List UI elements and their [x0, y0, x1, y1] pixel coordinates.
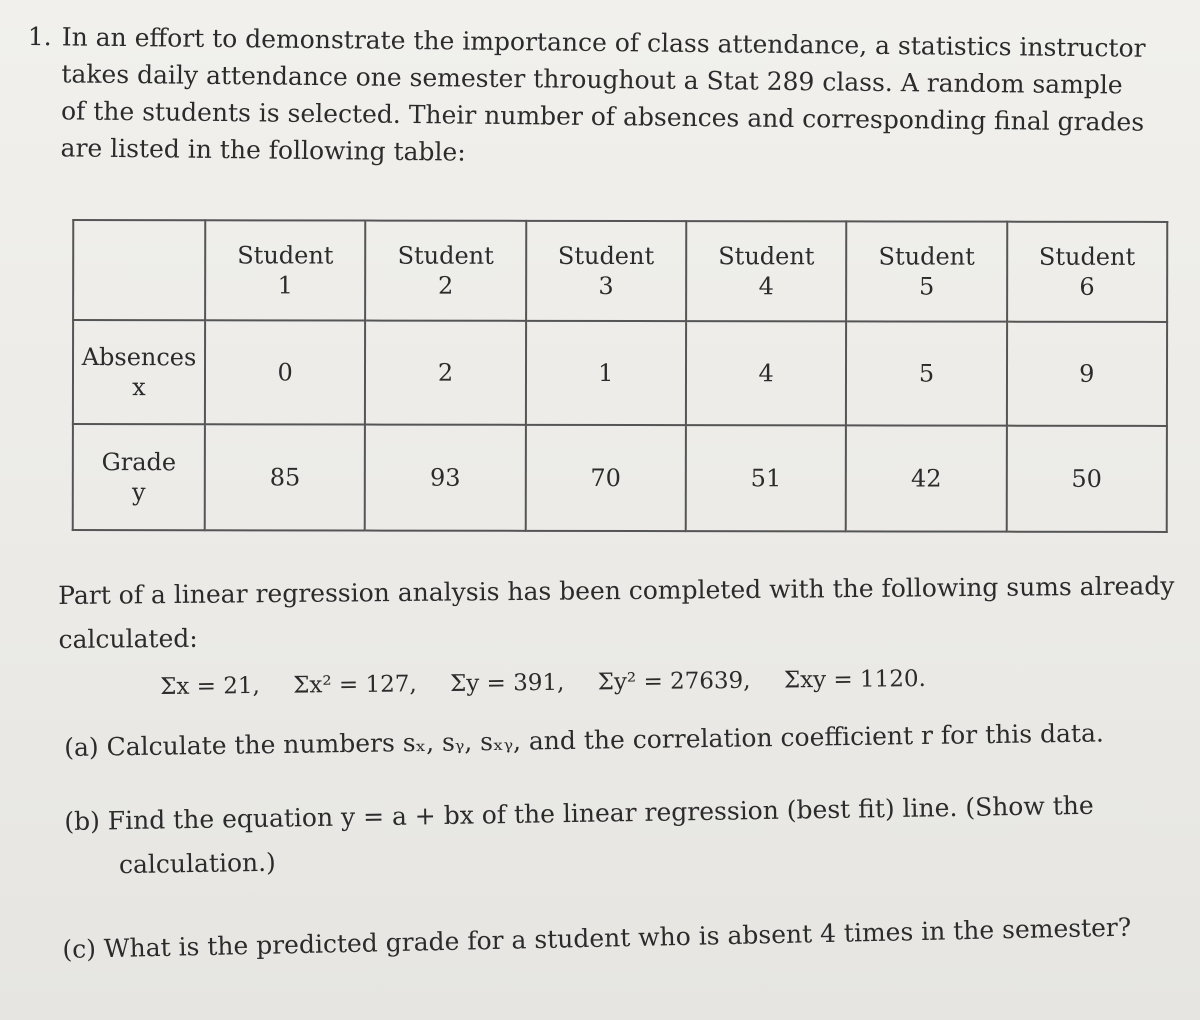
table-cell: 51: [686, 425, 847, 531]
table-header-cell: Student 1: [205, 220, 366, 320]
table-header-cell: Student 2: [365, 221, 526, 321]
row-label-absences: Absences x: [73, 320, 205, 424]
question-a: (a) Calculate the numbers sₓ, sᵧ, sₓᵧ, and the correlation coefficient r for this data.: [64, 718, 1105, 762]
table-cell: 85: [205, 424, 366, 530]
table-cell: 70: [525, 425, 686, 531]
question-c: (c) What is the predicted grade for a student who is absent 4 times in the semester?: [62, 912, 1132, 964]
row-label-grade: Grade y: [73, 424, 205, 530]
intro-line: are listed in the following table:: [60, 133, 466, 167]
table-row: [73, 424, 1167, 532]
table-cell: 0: [205, 320, 366, 424]
table-header-row: [73, 220, 1167, 322]
intro-line: of the students is selected. Their number of absences and corresponding final grades: [60, 96, 1145, 137]
sum-x-squared: Σx² = 127,: [293, 671, 417, 699]
regression-intro-line: calculated:: [58, 623, 198, 654]
sums-list: [160, 665, 1060, 700]
table-header-cell: Student 6: [1007, 222, 1168, 322]
data-table: [72, 219, 1169, 533]
question-b-line: calculation.): [118, 847, 277, 880]
question-b-line: (b) Find the equation y = a + bx of the linear regression (best fit) line. (Show the: [64, 790, 1094, 836]
table-cell: 5: [846, 321, 1007, 425]
regression-intro-line: Part of a linear regression analysis has been completed with the following sums already: [58, 571, 1175, 610]
sum-y-squared: Σy² = 27639,: [597, 667, 751, 696]
table-cell: 4: [686, 321, 847, 425]
problem-intro: [26, 18, 1157, 178]
table-header-cell: Student 3: [526, 221, 687, 321]
sum-xy: Σxy = 1120.: [783, 665, 926, 694]
table-cell: 93: [365, 425, 526, 531]
problem-number: 1.: [27, 21, 52, 52]
question-b: [64, 783, 1175, 888]
regression-intro: [58, 564, 1179, 662]
sum-y: Σy = 391,: [449, 669, 565, 697]
intro-line: takes daily attendance one semester throughout a Stat 289 class. A random sample: [61, 59, 1123, 100]
table-header-cell: Student 4: [686, 221, 847, 321]
table-cell: 50: [1006, 426, 1167, 532]
table-corner-cell: [73, 220, 205, 320]
table-header-cell: Student 5: [846, 221, 1007, 321]
table-cell: 1: [526, 321, 687, 425]
table-row: [73, 320, 1167, 426]
intro-line: In an effort to demonstrate the importance of class attendance, a statistics instructor: [61, 22, 1146, 63]
table-cell: 2: [365, 321, 526, 425]
table-cell: 9: [1007, 322, 1168, 426]
table-cell: 42: [846, 425, 1007, 531]
sum-x: Σx = 21,: [160, 672, 260, 700]
